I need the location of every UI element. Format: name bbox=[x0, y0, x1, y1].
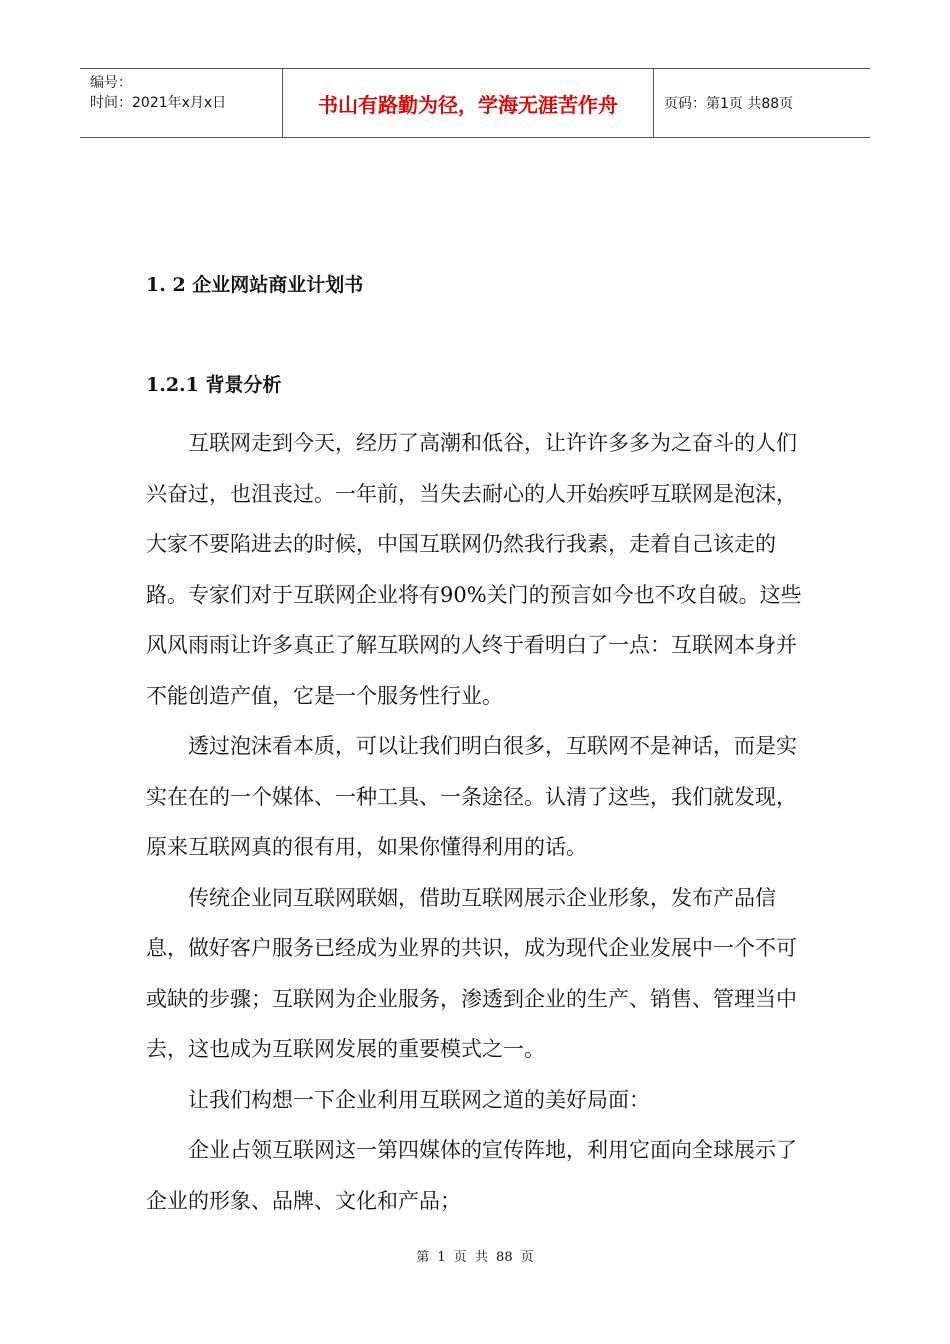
time-label: 时间：2021年x月x日 bbox=[90, 95, 227, 111]
number-label: 编号： bbox=[90, 75, 132, 91]
header-meta bbox=[80, 69, 283, 137]
document-header bbox=[80, 68, 870, 138]
paragraph: 透过泡沫看本质，可以让我们明白很多，互联网不是神话，而是实实在在的一个媒体、一种工具、一条途径。认清了这些，我们就发现，原来互联网真的很有用，如果你懂得利用的话。 bbox=[146, 734, 797, 859]
header-page-info: 页码：第1页 共88页 bbox=[664, 96, 794, 112]
body-text bbox=[146, 418, 808, 1226]
paragraph: 让我们构想一下企业利用互联网之道的美好局面： bbox=[188, 1087, 650, 1112]
paragraph: 互联网走到今天，经历了高潮和低谷，让许许多多为之奋斗的人们兴奋过，也沮丧过。一年前，当失去耐心的人开始疾呼互联网是泡沫，大家不要陷进去的时候，中国互联网仍然我行我素，走着自己该走的路。专家们对于互联网企业将有90%关门的预言如今也不攻自破。这些风风雨雨让许多真正了解互联网的人终于看明白了一点：互联网本身并不能创造产值，它是一个服务性行业。 bbox=[146, 431, 802, 708]
paragraph: 企业占领互联网这一第四媒体的宣传阵地，利用它面向全球展示了企业的形象、品牌、文化和产品； bbox=[146, 1138, 797, 1213]
paragraph: 传统企业同互联网联姻，借助互联网展示企业形象，发布产品信息，做好客户服务已经成为业界的共识，成为现代企业发展中一个不可或缺的步骤；互联网为企业服务，渗透到企业的生产、销售、管理当中去，这也成为互联网发展的重要模式之一。 bbox=[146, 885, 797, 1061]
page-footer: 第 1 页 共 88 页 bbox=[416, 1250, 534, 1265]
subsection-title: 1.2.1 背景分析 bbox=[146, 374, 282, 396]
section-title: 1. 2 企业网站商业计划书 bbox=[146, 274, 364, 296]
header-motto: 书山有路勤为径，学海无涯苦作舟 bbox=[283, 69, 654, 137]
